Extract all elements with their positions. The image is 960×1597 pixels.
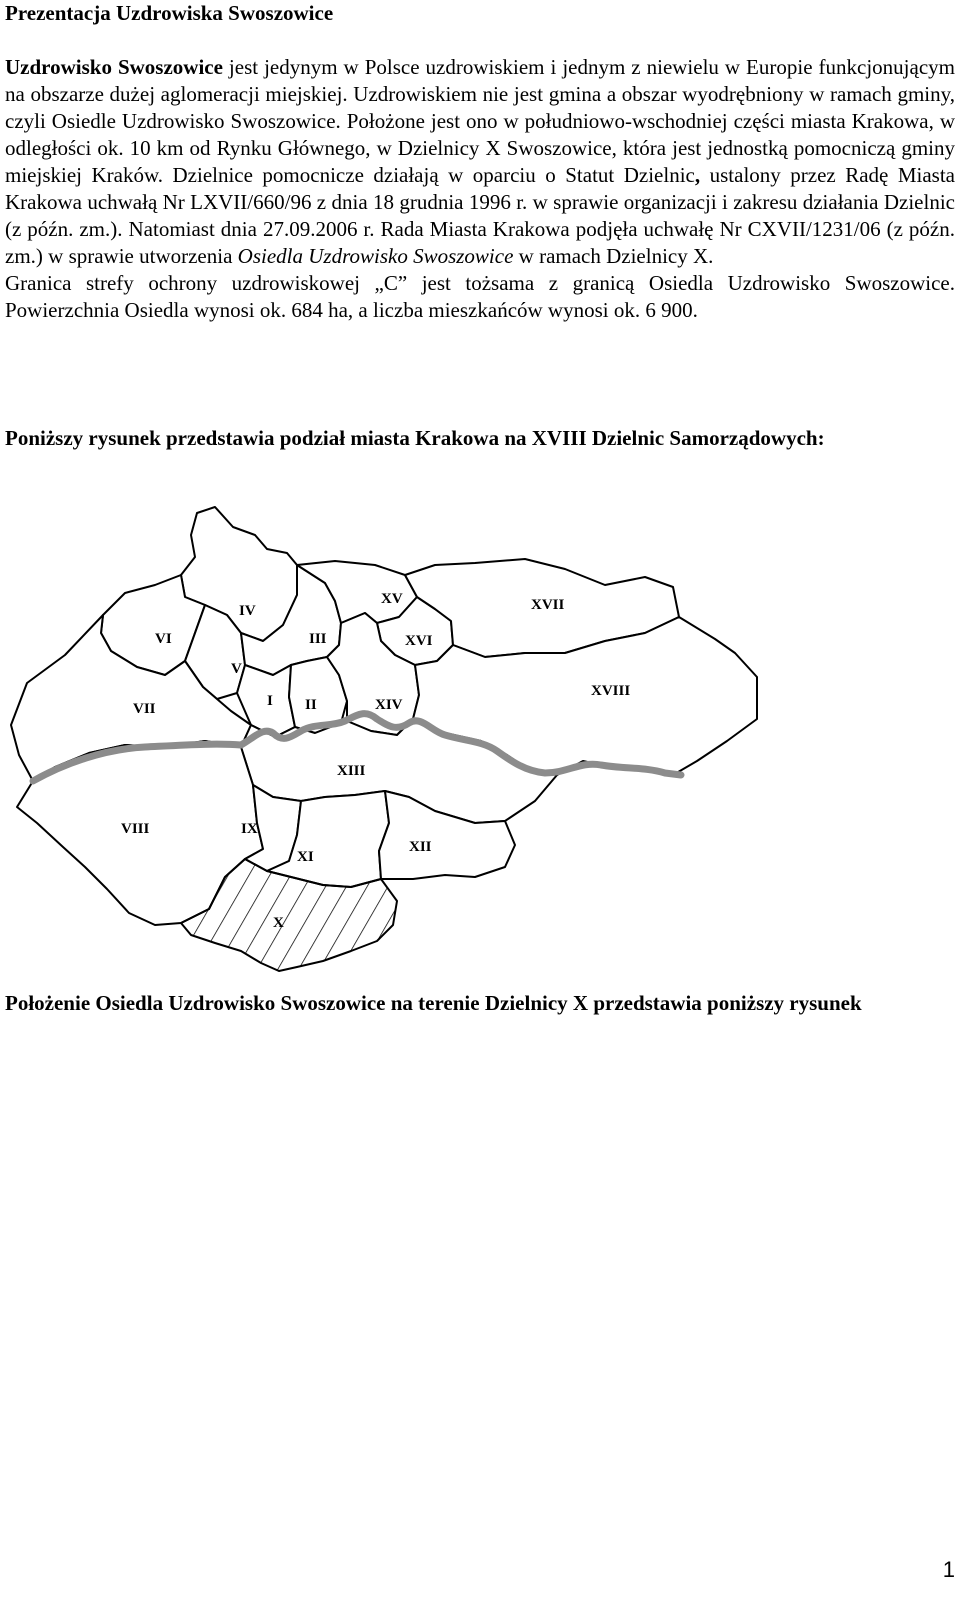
label-XII: XII [409, 839, 432, 855]
label-XVIII: XVIII [591, 683, 631, 699]
districts-map [5, 505, 765, 980]
label-IV: IV [239, 603, 256, 619]
label-VIII: VIII [121, 821, 150, 837]
label-IX: IX [241, 821, 258, 837]
label-XV: XV [381, 591, 403, 607]
label-VII: VII [133, 701, 156, 717]
label-XIII: XIII [337, 763, 366, 779]
label-XIV: XIV [375, 697, 403, 713]
document-title: Prezentacja Uzdrowiska Swoszowice [5, 1, 334, 25]
label-III: III [309, 631, 327, 647]
map-lead-text: Poniższy rysunek przedstawia podział miasta Krakowa na XVIII Dzielnic Samorządowych: [5, 426, 825, 450]
estate-name-italic: Osiedla Uzdrowisko Swoszowice [237, 244, 514, 268]
label-X: X [273, 915, 284, 931]
krakow-districts-svg [5, 505, 765, 975]
intro-text-part: jest jedynym w Polsce uzdrowiskiem i jednym z niewielu w Europie funkcjonującym na obszarze dużej aglomeracji miejskiej. Uzdrowiskiem nie jest gmina a obszar wyodrębniony w ramach gminy, czyli Osiedle Uzdrowisko Swoszowice. Położone jest ono w południowo-wschodniej części miasta Krakowa, w odległości ok. 10 km od Rynku Głównego, w Dzielnicy X Swoszowice, która jest jednostką pomocniczą gminy miejskiej Kraków. Dzielnice pomocnicze działają w oparciu o Statut Dzielnic [5, 55, 955, 187]
label-V: V [231, 661, 242, 677]
label-XI: XI [297, 849, 314, 865]
intro-paragraph-1 [5, 54, 955, 270]
page-number: 1 [942, 1557, 955, 1582]
label-VI: VI [155, 631, 172, 647]
intro-text-end: w ramach Dzielnicy X. [513, 244, 714, 268]
label-XVII: XVII [531, 597, 565, 613]
label-I: I [267, 693, 273, 709]
intro-text-part-2: ustalony przez Radę Miasta Krakowa uchwałą Nr LXVII/660/96 z dnia 18 grudnia 1996 r. w sprawie organizacji i zakresu działania Dzielnic (z późn. zm.). Natomiast dnia 27.09.2006 r. Rada Miasta Krakowa podjęła uchwałę Nr CXVII/1231/06 (z późn. zm.) w sprawie utworzenia [5, 163, 955, 268]
bold-comma: , [694, 163, 701, 187]
map-caption: Położenie Osiedla Uzdrowisko Swoszowice na terenie Dzielnicy X przedstawia poniższy rysunek [5, 991, 862, 1015]
spa-name-bold: Uzdrowisko Swoszowice [5, 55, 223, 79]
intro-text [5, 54, 955, 324]
district-outlines [11, 507, 757, 971]
label-XVI: XVI [405, 633, 433, 649]
label-II: II [305, 697, 317, 713]
intro-paragraph-2: Granica strefy ochrony uzdrowiskowej „C” jest tożsama z granicą Osiedla Uzdrowisko Swoszowice. Powierzchnia Osiedla wynosi ok. 684 ha, a liczba mieszkańców wynosi ok. 6 900. [5, 271, 955, 322]
